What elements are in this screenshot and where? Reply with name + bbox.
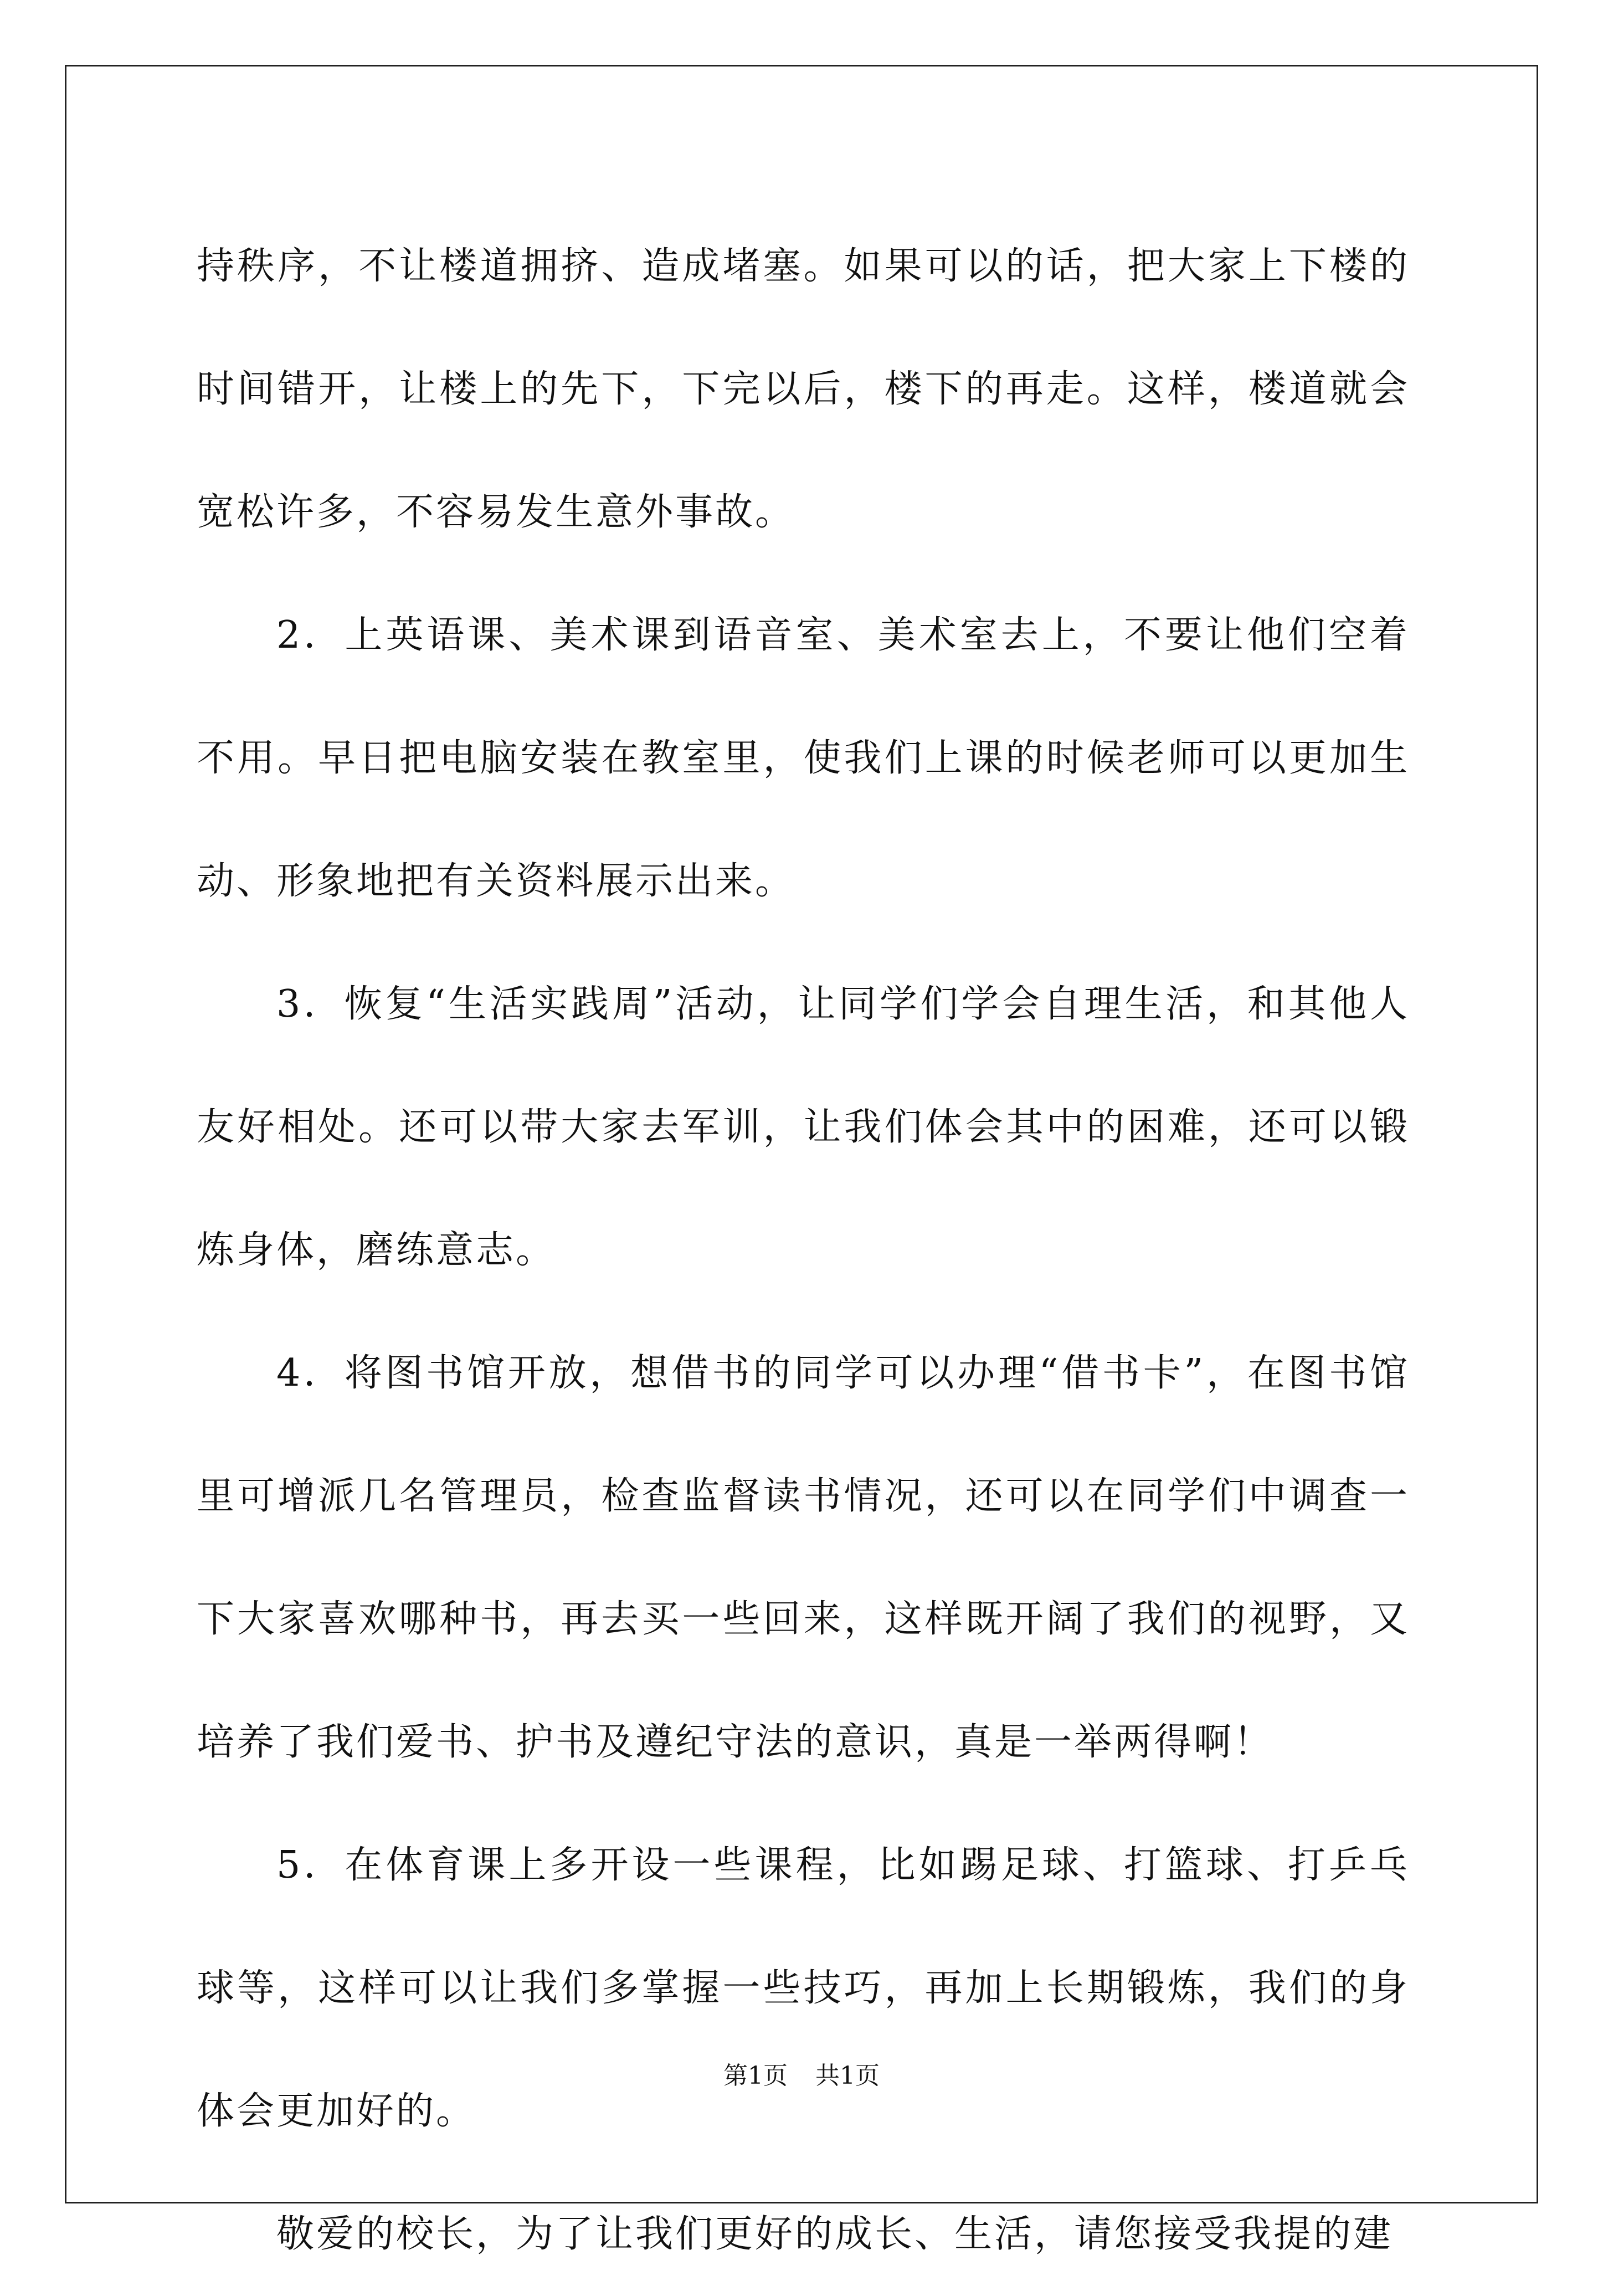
paragraph-4: 4．将图书馆开放，想借书的同学可以办理“借书卡”，在图书馆里可增派几名管理员，检查监督读书情况，还可以在同学们中调查一下大家喜欢哪种书，再去买一些回来，这样既开阔了我们的视野，又培养了我们爱书、护书及遵纪守法的意识，真是一举两得啊！ (197, 1351, 1410, 1764)
paragraph-2: 2．上英语课、美术课到语音室、美术室去上，不要让他们空着不用。早日把电脑安装在教室里，使我们上课的时候老师可以更加生动、形象地把有关资料展示出来。 (197, 613, 1410, 903)
paragraph-6: 敬爱的校长，为了让我们更好的成长、生活，请您接受我提的建 (276, 2212, 1394, 2256)
page-footer (0, 2056, 1603, 2091)
paragraph-5: 5．在体育课上多开设一些课程，比如踢足球、打篮球、打乒乓球等，这样可以让我们多掌握一些技巧，再加上长期锻炼，我们的身体会更加好的。 (197, 1843, 1410, 2133)
paragraph-1: 持秩序，不让楼道拥挤、造成堵塞。如果可以的话，把大家上下楼的时间错开，让楼上的先下，下完以后，楼下的再走。这样，楼道就会宽松许多，不容易发生意外事故。 (197, 244, 1410, 534)
page-number-current: 第1页 (723, 2062, 788, 2090)
page-number-total: 共1页 (815, 2062, 880, 2090)
document-body (197, 205, 1410, 2296)
paragraph-3: 3．恢复“生活实践周”活动，让同学们学会自理生活，和其他人友好相处。还可以带大家去军训，让我们体会其中的困难，还可以锻炼身体，磨练意志。 (197, 982, 1410, 1272)
